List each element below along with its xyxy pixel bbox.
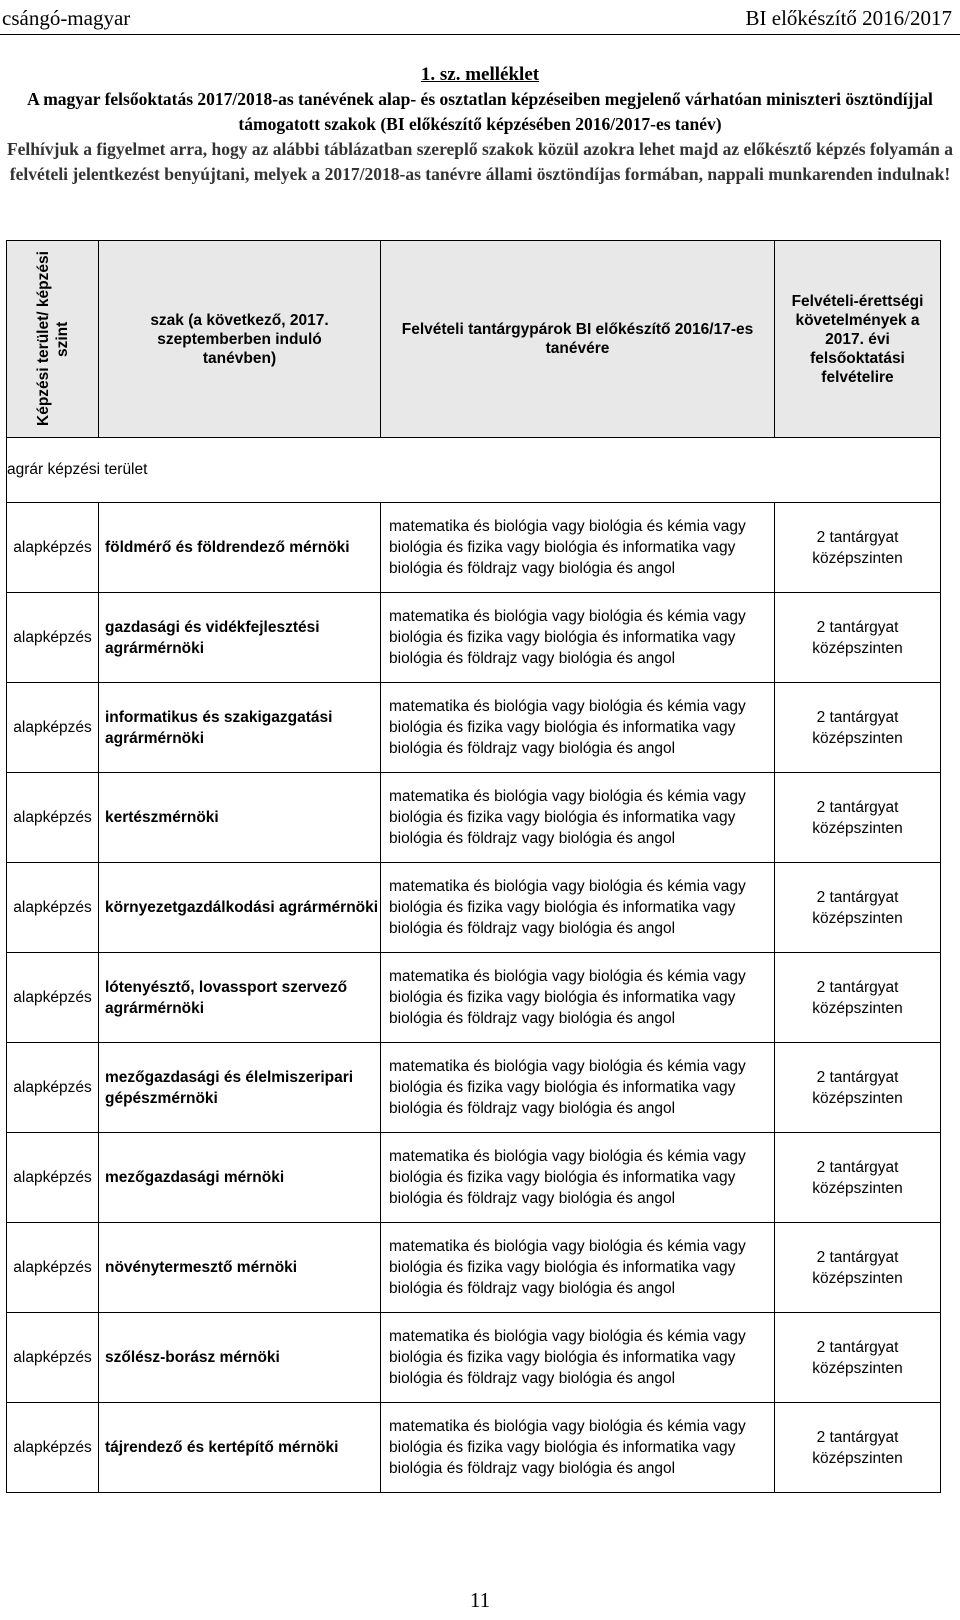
level-cell: alapképzés — [7, 593, 99, 683]
table-row — [7, 773, 941, 863]
szak-cell: mezőgazdasági és élelmiszeripari gépészmérnöki — [99, 1043, 381, 1133]
pairs-cell: matematika és biológia vagy biológia és kémia vagy biológia és fizika vagy biológia és informatika vagy biológia és földrajz vagy biológia és angol — [381, 1043, 775, 1133]
requirements-cell: 2 tantárgyat középszinten — [775, 1043, 941, 1133]
header-level: Képzési terület/ képzési szint — [34, 251, 71, 427]
requirements-cell: 2 tantárgyat középszinten — [775, 683, 941, 773]
header-left-text: csángó-magyar — [2, 6, 131, 30]
pairs-cell: matematika és biológia vagy biológia és kémia vagy biológia és fizika vagy biológia és informatika vagy biológia és földrajz vagy biológia és angol — [381, 773, 775, 863]
requirements-cell: 2 tantárgyat középszinten — [775, 1223, 941, 1313]
table-row — [7, 1223, 941, 1313]
requirements-cell: 2 tantárgyat középszinten — [775, 1313, 941, 1403]
pairs-cell: matematika és biológia vagy biológia és kémia vagy biológia és fizika vagy biológia és informatika vagy biológia és földrajz vagy biológia és angol — [381, 1313, 775, 1403]
header-requirements: Felvételi-érettségi követelmények a 2017. évi felsőoktatási felvételire — [775, 241, 941, 438]
header-level-cell — [7, 241, 99, 438]
table-row — [7, 683, 941, 773]
table-row — [7, 1043, 941, 1133]
table-row — [7, 1133, 941, 1223]
level-cell: alapképzés — [7, 953, 99, 1043]
level-cell: alapképzés — [7, 773, 99, 863]
requirements-cell: 2 tantárgyat középszinten — [775, 953, 941, 1043]
level-cell: alapképzés — [7, 1223, 99, 1313]
szak-cell: földmérő és földrendező mérnöki — [99, 503, 381, 593]
pairs-cell: matematika és biológia vagy biológia és kémia vagy biológia és fizika vagy biológia és informatika vagy biológia és földrajz vagy biológia és angol — [381, 683, 775, 773]
page-number: 11 — [469, 1588, 491, 1612]
header-right-text: BI előkészítő 2016/2017 — [745, 6, 952, 30]
requirements-cell: 2 tantárgyat középszinten — [775, 773, 941, 863]
szak-cell: szőlész-borász mérnöki — [99, 1313, 381, 1403]
pairs-cell: matematika és biológia vagy biológia és kémia vagy biológia és fizika vagy biológia és informatika vagy biológia és földrajz vagy biológia és angol — [381, 1223, 775, 1313]
level-cell: alapképzés — [7, 1313, 99, 1403]
szak-cell: lótenyésztő, lovassport szervező agrármérnöki — [99, 953, 381, 1043]
table-row — [7, 593, 941, 683]
table-row — [7, 1403, 941, 1493]
szak-cell: informatikus és szakigazgatási agrármérnöki — [99, 683, 381, 773]
szak-cell: növénytermesztő mérnöki — [99, 1223, 381, 1313]
pairs-cell: matematika és biológia vagy biológia és kémia vagy biológia és fizika vagy biológia és informatika vagy biológia és földrajz vagy biológia és angol — [381, 1133, 775, 1223]
szak-cell: mezőgazdasági mérnöki — [99, 1133, 381, 1223]
pairs-cell: matematika és biológia vagy biológia és kémia vagy biológia és fizika vagy biológia és informatika vagy biológia és földrajz vagy biológia és angol — [381, 503, 775, 593]
requirements-cell: 2 tantárgyat középszinten — [775, 1133, 941, 1223]
intro-block — [0, 62, 960, 187]
szak-cell: gazdasági és vidékfejlesztési agrármérnöki — [99, 593, 381, 683]
header-pairs: Felvételi tantárgypárok BI előkészítő 2016/17-es tanévére — [381, 241, 775, 438]
level-cell: alapképzés — [7, 863, 99, 953]
level-cell: alapképzés — [7, 683, 99, 773]
pairs-cell: matematika és biológia vagy biológia és kémia vagy biológia és fizika vagy biológia és informatika vagy biológia és földrajz vagy biológia és angol — [381, 863, 775, 953]
requirements-cell: 2 tantárgyat középszinten — [775, 593, 941, 683]
level-cell: alapképzés — [7, 1403, 99, 1493]
pairs-cell: matematika és biológia vagy biológia és kémia vagy biológia és fizika vagy biológia és informatika vagy biológia és földrajz vagy biológia és angol — [381, 953, 775, 1043]
programs-table — [6, 240, 941, 1493]
szak-cell: kertészmérnöki — [99, 773, 381, 863]
table-row — [7, 953, 941, 1043]
level-cell: alapképzés — [7, 1043, 99, 1133]
szak-cell: tájrendező és kertépítő mérnöki — [99, 1403, 381, 1493]
pairs-cell: matematika és biológia vagy biológia és kémia vagy biológia és fizika vagy biológia és informatika vagy biológia és földrajz vagy biológia és angol — [381, 1403, 775, 1493]
annex-label: 1. sz. melléklet — [420, 64, 540, 85]
szak-cell: környezetgazdálkodási agrármérnöki — [99, 863, 381, 953]
requirements-cell: 2 tantárgyat középszinten — [775, 503, 941, 593]
category-row — [7, 438, 941, 503]
table-row — [7, 1313, 941, 1403]
header-rule — [0, 34, 960, 35]
table-row — [7, 503, 941, 593]
requirements-cell: 2 tantárgyat középszinten — [775, 1403, 941, 1493]
pairs-cell: matematika és biológia vagy biológia és kémia vagy biológia és fizika vagy biológia és informatika vagy biológia és földrajz vagy biológia és angol — [381, 593, 775, 683]
category-label: agrár képzési terület — [7, 438, 941, 503]
level-cell: alapképzés — [7, 503, 99, 593]
document-title: A magyar felsőoktatás 2017/2018-as tanévének alap- és osztatlan képzéseiben megjelenő várhatóan miniszteri ösztöndíjjal támogatott szakok (BI előkészítő képzésében 2016/2017-es tanév) — [27, 89, 933, 134]
table-row — [7, 863, 941, 953]
level-cell: alapképzés — [7, 1133, 99, 1223]
table-header-row — [7, 241, 941, 438]
header-szak: szak (a következő, 2017. szeptemberben induló tanévben) — [99, 241, 381, 438]
requirements-cell: 2 tantárgyat középszinten — [775, 863, 941, 953]
notice-text: Felhívjuk a figyelmet arra, hogy az alábbi táblázatban szereplő szakok közül azokra lehet majd az előkésztő képzés folyamán a felvételi jelentkezést benyújtani, melyek a 2017/2018-as tanévre állami ösztöndíjas formában, nappali munkarenden indulnak! — [6, 139, 954, 184]
